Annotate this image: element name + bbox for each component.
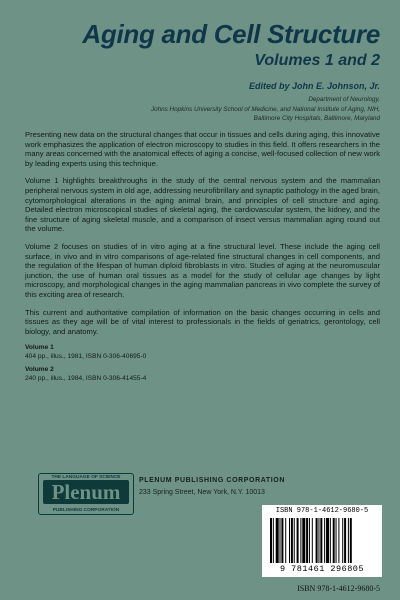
description-paragraph: Volume 2 focuses on studies of in vitro aging at a fine structural level. These include the aging cell surface, in vivo and in vitro comparisons of age-related fine structural changes in cell components, and the regulation of the lifespan of human diploid fibroblasts in vitro. Studies of aging at the neuromuscular junction, the use of human oral tissues as a model for the study of cellular age changes by light microscopy, and morphological changes in the aging mammalian pancreas in vivo complete the survey of this exciting area of research. xyxy=(25,241,380,299)
barcode-bar xyxy=(302,518,305,563)
barcode-bar xyxy=(270,518,272,563)
barcode-bar xyxy=(306,518,308,563)
barcode-bar xyxy=(312,518,313,563)
volume-details: 240 pp., illus., 1984, ISBN 0-306-41455-4 xyxy=(25,375,147,383)
affiliation-line: Baltimore City Hospitals, Baltimore, Maryland xyxy=(253,115,380,122)
barcode-bar xyxy=(281,518,283,563)
barcode-bar xyxy=(344,518,346,563)
affiliation-line: Johns Hopkins University School of Medicine, and National Institute of Aging, NIH, xyxy=(150,105,380,113)
isbn-footer: ISBN 978-1-4612-9680-5 xyxy=(297,584,380,593)
editor-line: Edited by John E. Johnson, Jr. xyxy=(248,81,380,91)
barcode-bar xyxy=(318,518,319,563)
description-paragraph: Presenting new data on the structural changes that occur in tissues and cells during aging, this innovative work emphasizes the application of electron microscopy to studies in this field. It offers researchers in the many areas concerned with the anatomical effects of aging a concise, well-focused collection of new work by leading experts using this technique. xyxy=(25,130,380,168)
logo-subtitle: PUBLISHING CORPORATION xyxy=(52,508,120,513)
logo-wordmark: Plenum xyxy=(43,480,129,504)
barcode-bar xyxy=(330,518,331,563)
barcode-bar xyxy=(338,518,339,563)
book-subtitle: Volumes 1 and 2 xyxy=(254,52,380,69)
barcode-bar xyxy=(294,518,295,563)
barcode-bar xyxy=(350,518,352,563)
barcode xyxy=(262,505,382,577)
barcode-bar xyxy=(320,518,322,563)
barcode-bar xyxy=(336,518,337,563)
publisher-address: 233 Spring Street, New York, N.Y. 10013 xyxy=(139,489,265,496)
description-paragraph: Volume 1 highlights breakthroughs in the study of the central nervous system and the mammalian peripheral nervous system in old age, addressing neurofibrillary and synaptic pathology in the aged brain, cytomorphological alterations in the aging animal brain, and principles of cell structure and aging. Detailed electron microscopical studies of skeletal aging, the cardiovascular system, the kidney, and the fine structure of aging skeletal muscle, and a comparison of insect versus mammalian aging round out the volume. xyxy=(25,176,380,234)
barcode-bar xyxy=(309,518,310,563)
barcode-isbn-label: ISBN 978-1-4612-9680-5 xyxy=(275,507,369,515)
barcode-bar xyxy=(297,518,299,563)
barcode-bar xyxy=(326,518,329,563)
publisher-name: PLENUM PUBLISHING CORPORATION xyxy=(139,477,285,484)
barcode-bar xyxy=(273,518,274,563)
barcode-bar xyxy=(285,518,286,563)
barcode-bar xyxy=(324,518,325,563)
barcode-bar xyxy=(289,518,290,563)
volume-2-info xyxy=(25,366,380,383)
editor-affiliation xyxy=(151,95,380,124)
plenum-logo xyxy=(38,473,134,515)
barcode-bar xyxy=(333,518,335,563)
barcode-bar xyxy=(300,518,301,563)
barcode-digits: 9 781461 296805 xyxy=(279,564,364,574)
barcode-bar xyxy=(316,518,318,563)
volume-1-info xyxy=(25,344,380,361)
volume-label: Volume 1 xyxy=(25,344,54,352)
volume-label: Volume 2 xyxy=(25,366,54,374)
barcode-bar xyxy=(291,518,293,563)
barcode-bar xyxy=(280,518,281,563)
volume-details: 404 pp., illus., 1981, ISBN 0-306-40695-0 xyxy=(25,352,147,360)
barcode-bars xyxy=(270,518,374,563)
barcode-bar xyxy=(348,518,349,563)
affiliation-line: Department of Neurology, xyxy=(308,96,380,103)
barcode-bar xyxy=(276,518,279,563)
description-paragraph: This current and authoritative compilation of information on the basic changes occurring in cells and tissues as they age will be of vital interest to professionals in the fields of geriatrics, gerontology, cell biology, and anatomy. xyxy=(25,307,380,336)
book-title: Aging and Cell Structure xyxy=(82,19,380,49)
barcode-bar xyxy=(342,518,343,563)
description-body xyxy=(25,130,380,389)
logo-tagline: THE LANGUAGE OF SCIENCE xyxy=(51,475,121,480)
